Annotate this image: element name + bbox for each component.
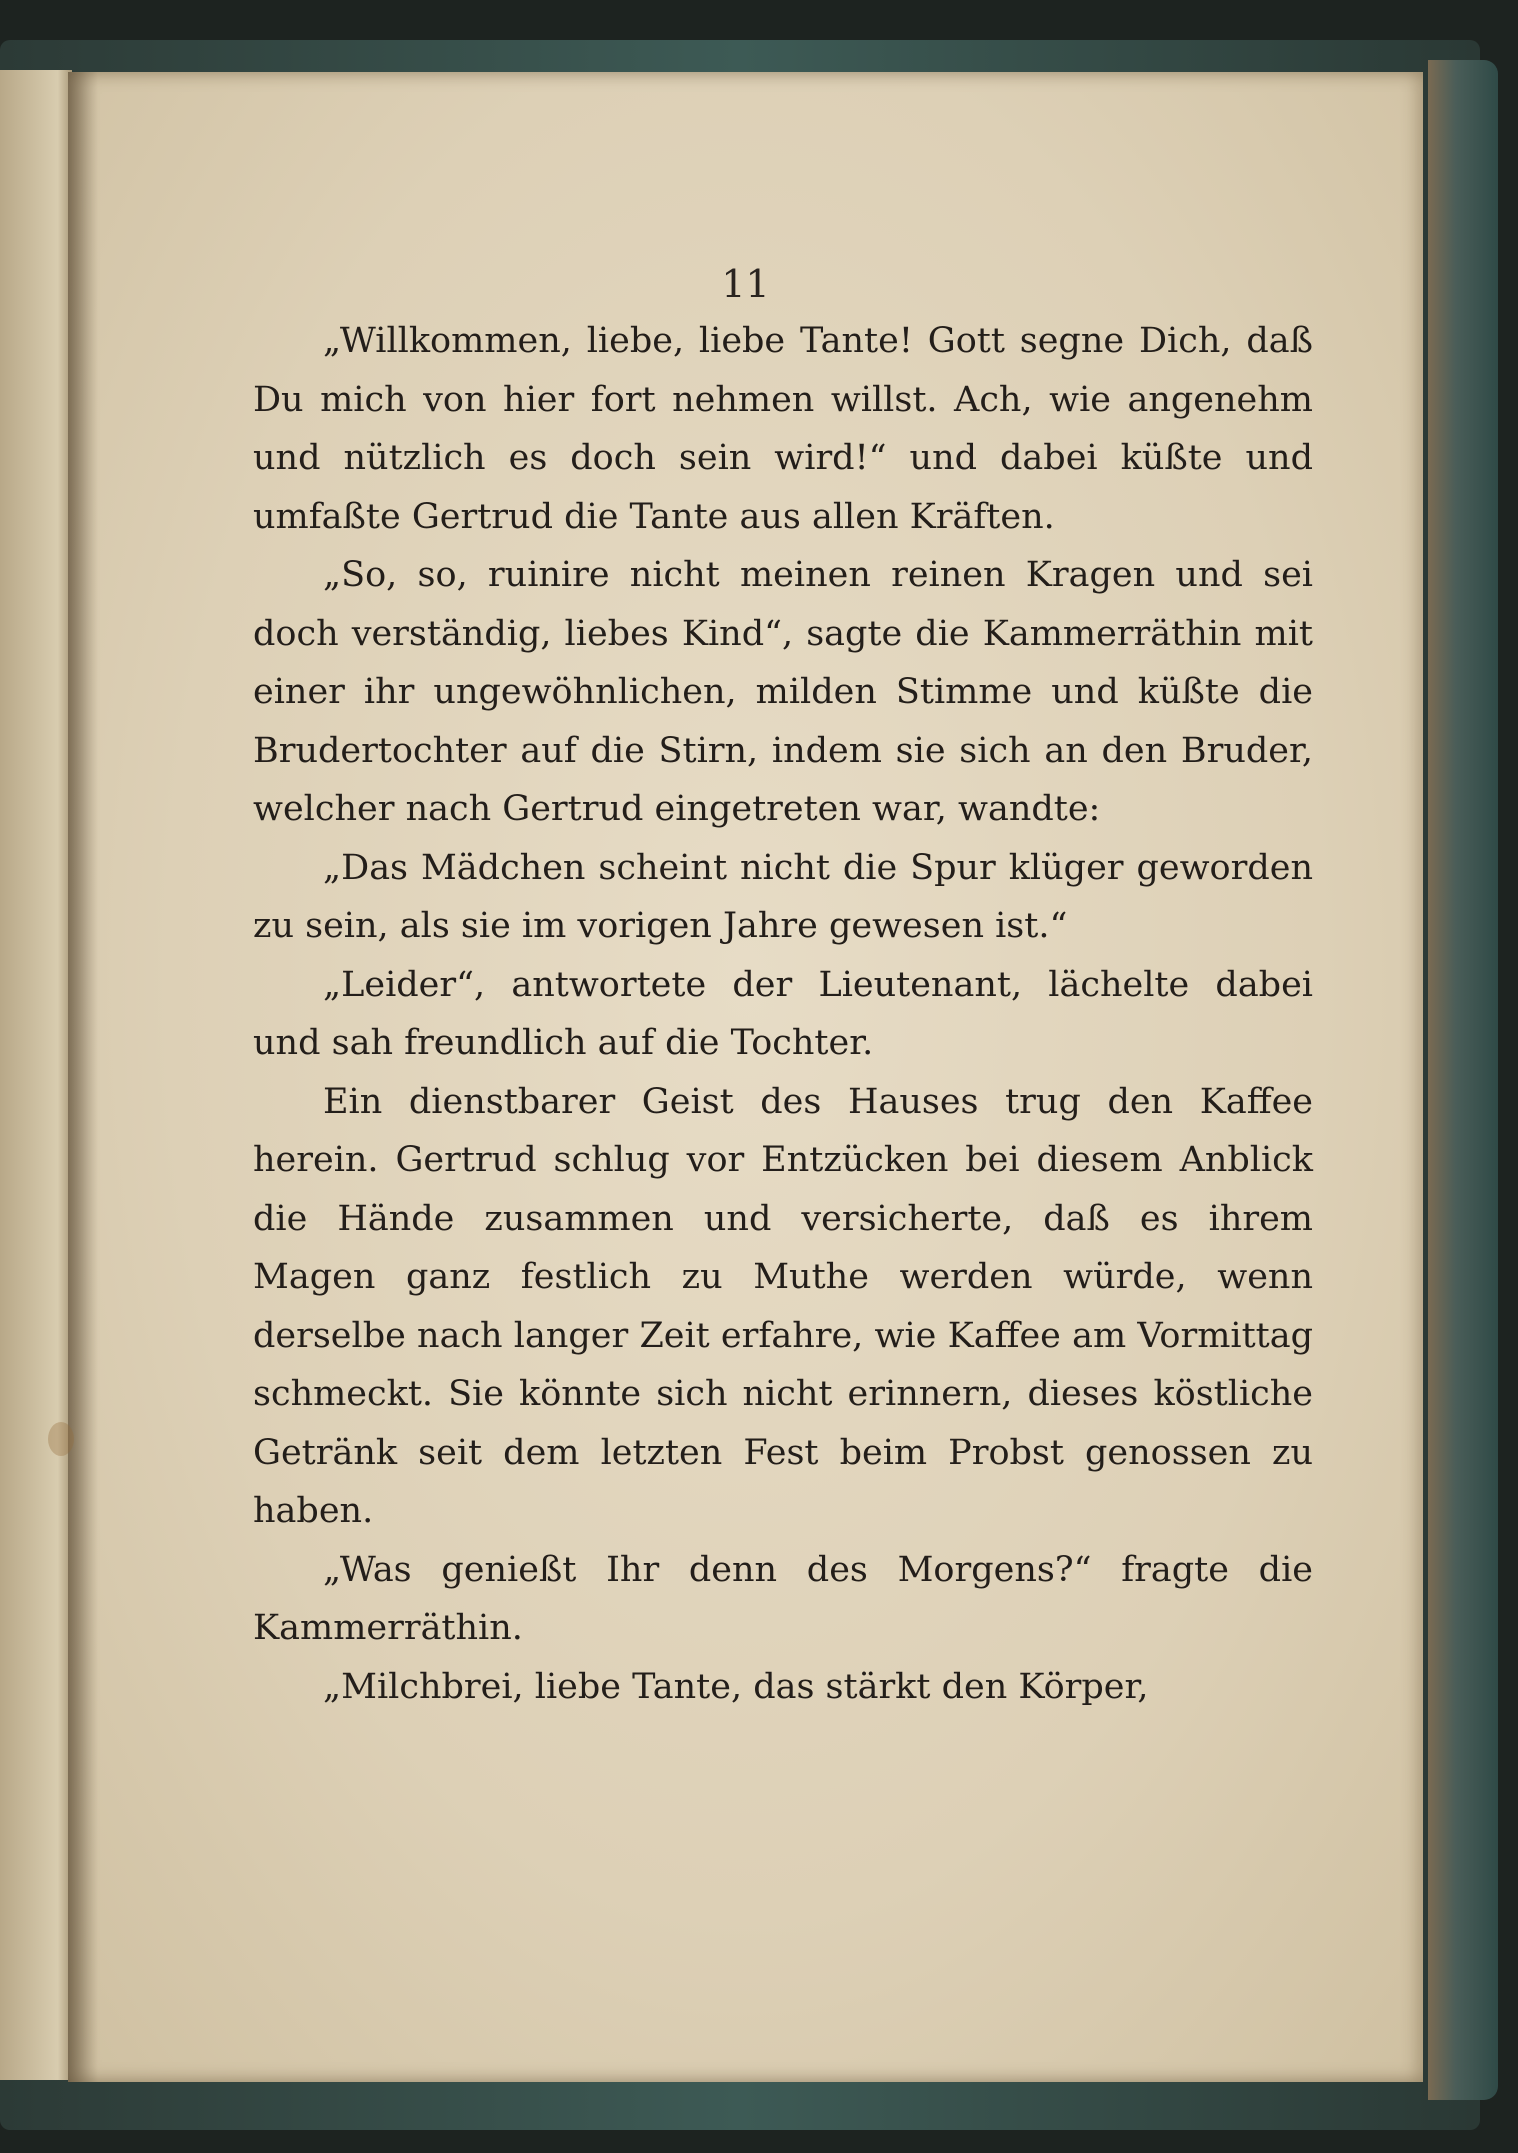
paragraph: „Leider“, antwortete der Lieutenant, lächelte dabei und sah freundlich auf die Tochter. xyxy=(253,964,1313,1063)
paragraph: Ein dienstbarer Geist des Hauses trug den Kaffee herein. Gertrud schlug vor Entzücken bei diesem Anblick die Hände zusammen und versicherte, daß es ihrem Magen ganz festlich zu Muthe werden würde, wenn derselbe nach langer Zeit erfahre, wie Kaffee am Vormittag schmeckt. Sie könnte sich nicht erinnern, dieses köstliche Getränk seit dem letzten Fest beim Probst genossen zu haben. xyxy=(253,1081,1313,1531)
gutter-shadow xyxy=(68,72,98,2082)
paragraph: „So, so, ruinire nicht meinen reinen Kragen und sei doch verständig, liebes Kind“, sagte die Kammerräthin mit einer ihr ungewöhnlichen, milden Stimme und küßte die Brudertochter auf die Stirn, indem sie sich an den Bruder, welcher nach Gertrud eingetreten war, wandte: xyxy=(253,555,1313,829)
book-page xyxy=(68,72,1423,2082)
cover-edge xyxy=(1428,60,1498,2100)
paragraph: „Was genießt Ihr denn des Morgens?“ fragte die Kammerräthin. xyxy=(253,1549,1313,1648)
stain-spot xyxy=(48,1422,74,1456)
left-page-edge xyxy=(0,70,72,2080)
paragraph: „Willkommen, liebe, liebe Tante! Gott segne Dich, daß Du mich von hier fort nehmen willst. Ach, wie angenehm und nützlich es doch sein wird!“ und dabei küßte und umfaßte Gertrud die Tante aus allen Kräften. xyxy=(253,321,1313,537)
paragraph: „Das Mädchen scheint nicht die Spur klüger geworden zu sein, als sie im vorigen Jahre gewesen ist.“ xyxy=(253,847,1313,946)
paragraph: „Milchbrei, liebe Tante, das stärkt den Körper, xyxy=(323,1666,1149,1707)
text-body xyxy=(253,312,1313,1716)
page-number: 11 xyxy=(721,262,770,306)
